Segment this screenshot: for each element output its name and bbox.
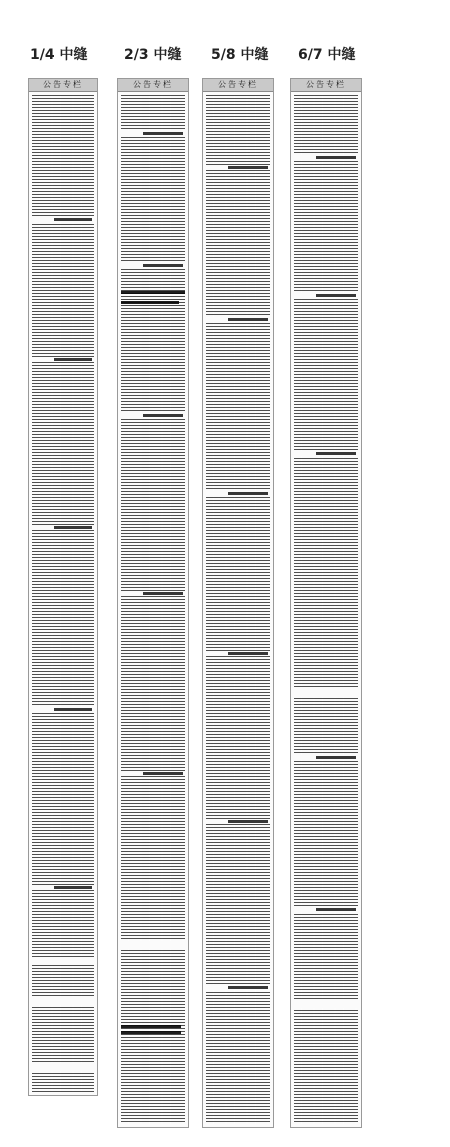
bold-text-line	[121, 1025, 181, 1028]
section-heading	[32, 885, 94, 890]
column-heading-1: 1/4 中缝	[30, 47, 88, 63]
section-heading	[294, 451, 358, 456]
bold-text-line	[121, 291, 185, 294]
section-heading	[206, 651, 270, 656]
section-heading	[206, 985, 270, 990]
section-heading	[294, 907, 358, 912]
column-headings	[0, 44, 450, 66]
dense-text-body	[294, 95, 358, 1124]
section-heading	[206, 491, 270, 496]
section-heading	[121, 591, 185, 596]
section-heading	[121, 131, 185, 136]
section-heading	[121, 771, 185, 776]
section-heading	[206, 819, 270, 824]
notice-column-2	[117, 78, 189, 1128]
dense-text-body	[206, 95, 270, 1124]
section-heading	[121, 413, 185, 418]
section-heading	[294, 155, 358, 160]
paragraph-gap	[294, 999, 358, 1008]
paragraph-gap	[294, 687, 358, 697]
bold-text-line	[121, 1031, 181, 1034]
notice-column-1	[28, 78, 98, 1096]
dense-text-body	[121, 95, 185, 1124]
section-heading	[294, 755, 358, 760]
paragraph-gap	[32, 997, 94, 1005]
dense-text-body	[32, 95, 94, 1092]
section-heading	[32, 707, 94, 712]
paragraph-gap	[121, 941, 185, 949]
column-title: 公告专栏	[118, 79, 188, 92]
bold-text-line	[121, 301, 179, 304]
column-title: 公告专栏	[203, 79, 273, 92]
section-heading	[121, 263, 185, 268]
section-heading	[32, 217, 94, 222]
section-heading	[32, 525, 94, 530]
paragraph-gap	[32, 1063, 94, 1071]
section-heading	[206, 317, 270, 322]
notice-column-3	[202, 78, 274, 1128]
paragraph-gap	[32, 957, 94, 965]
column-heading-3: 5/8 中缝	[211, 47, 269, 63]
section-heading	[206, 165, 270, 170]
column-title: 公告专栏	[291, 79, 361, 92]
column-heading-4: 6/7 中缝	[298, 47, 356, 63]
section-heading	[32, 357, 94, 362]
column-title: 公告专栏	[29, 79, 97, 92]
column-heading-2: 2/3 中缝	[124, 47, 182, 63]
section-heading	[294, 293, 358, 298]
notice-column-4	[290, 78, 362, 1128]
